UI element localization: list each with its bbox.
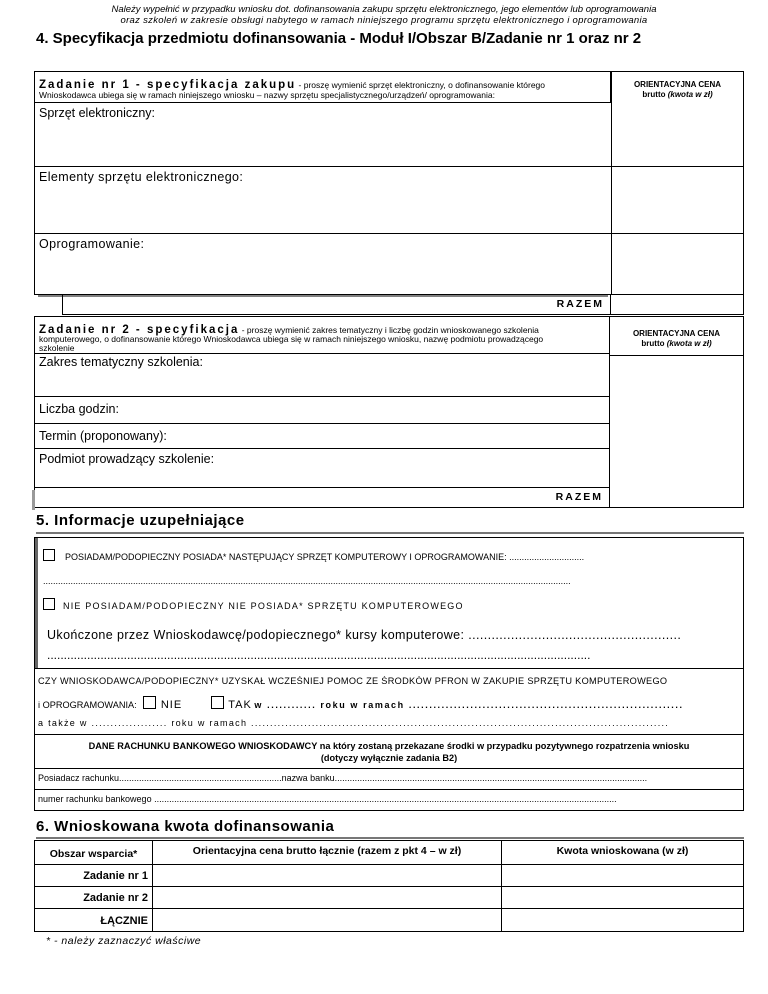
- task1-total-row: [62, 295, 610, 315]
- col-header-area: Obszar wsparcia*: [34, 840, 153, 865]
- account-holder-field[interactable]: Posiadacz rachunku.................................................................nazwa banku.............................................................................................................................: [38, 773, 648, 783]
- task2-title: Zadanie nr 2 - specyfikacja: [39, 324, 240, 336]
- row-label-task2: Zadanie nr 2: [34, 886, 153, 909]
- row-label-task1: Zadanie nr 1: [34, 864, 153, 887]
- task2-header: [35, 317, 609, 353]
- task2-total-price-cell[interactable]: [152, 886, 502, 909]
- task1-price-hardware[interactable]: [611, 103, 744, 167]
- pfron-answer-row: i OPROGRAMOWANIA: NIE TAK w ............ roku w ramach ...................................................................: [38, 696, 684, 711]
- checkbox-nie[interactable]: [143, 696, 156, 709]
- amount-table: [34, 840, 744, 932]
- total-requested-cell[interactable]: [501, 908, 744, 932]
- checkbox-tak[interactable]: [211, 696, 224, 709]
- courses-dots-line: ...................................................................................................................................................................: [47, 648, 591, 662]
- section5-box: [34, 537, 744, 811]
- task1-total-label: RAZEM: [556, 298, 604, 310]
- header-note-line1: Należy wypełnić w przypadku wniosku dot. dofinansowania zakupu sprzętu elektronicznego, jego elementów lub oprogramowania: [111, 4, 657, 15]
- task2-total-label: RAZEM: [555, 491, 603, 503]
- col-header-price: Orientacyjna cena brutto łącznie (razem z pkt 4 – w zł): [152, 840, 502, 865]
- nie-label: NIE: [160, 699, 183, 711]
- task1-requested-cell[interactable]: [501, 864, 744, 887]
- task1-price-software[interactable]: [611, 234, 744, 294]
- task2-row-topic[interactable]: Zakres tematyczny szkolenia:: [35, 353, 609, 397]
- task1-row-software[interactable]: Oprogramowanie:: [39, 237, 145, 251]
- task2-price-column[interactable]: [610, 316, 744, 508]
- checkbox-no-equipment[interactable]: [43, 598, 55, 610]
- task2-row-date[interactable]: Termin (proponowany):: [35, 424, 609, 449]
- task1-price-header: ORIENTACYJNA CENA brutto (kwota w zł): [633, 80, 722, 99]
- task2-desc: - proszę wymienić zakres tematyczny i liczbę godzin wnioskowanego szkolenia: [239, 325, 539, 335]
- task1-price-components[interactable]: [611, 167, 744, 234]
- task2-box: [34, 316, 610, 488]
- task1-title: Zadanie nr 1 - specyfikacja zakupu: [39, 79, 297, 91]
- opt-has-no-equipment[interactable]: NIE POSIADAM/PODOPIECZNY NIE POSIADA* SPRZĘTU KOMPUTEROWEGO: [43, 598, 464, 611]
- task1-row-components[interactable]: Elementy sprzętu elektronicznego:: [35, 167, 611, 234]
- task1-header: [35, 72, 611, 103]
- task1-desc-line2: Wnioskodawca ubiega się w ramach niniejszego wniosku – nazwy sprzętu specjalistycznego/urządzeń/ oprogramowania:: [39, 90, 495, 100]
- footnote: * - należy zaznaczyć właściwe: [46, 935, 202, 947]
- task1-desc: - proszę wymienić sprzęt elektroniczny, o dofinansowanie którego: [296, 80, 546, 90]
- opt-has-equipment[interactable]: POSIADAM/PODOPIECZNY POSIADA* NASTĘPUJĄCY SPRZĘT KOMPUTEROWY I OPROGRAMOWANIE: ..............................: [43, 549, 584, 562]
- header-note-line2: oraz szkoleń w zakresie obsługi nabytego w ramach niniejszego programu sprzętu elektronicznego i oprogramowania: [120, 15, 648, 26]
- also-line: a także w .................... roku w ramach ..............................................................................................................: [38, 718, 670, 728]
- task1-total-value[interactable]: [610, 295, 744, 315]
- task1-row-hardware[interactable]: Sprzęt elektroniczny:: [35, 103, 611, 167]
- equipment-dots-line: ...................................................................................................................................................................................................................: [43, 576, 571, 586]
- bank-title: DANE RACHUNKU BANKOWEGO WNIOSKODAWCY na który zostaną przekazane środki w przypadku pozytywnego rozpatrzenia wniosku (dotyczy wyłącznie zadania B2): [88, 741, 690, 763]
- task2-row-provider[interactable]: Podmiot prowadzący szkolenie:: [39, 452, 215, 466]
- courses-line: Ukończone przez Wnioskodawcę/podopiecznego* kursy komputerowe: .......................................................: [47, 628, 682, 642]
- total-price-cell[interactable]: [152, 908, 502, 932]
- task1-box: [34, 71, 744, 295]
- task1-total-price-cell[interactable]: [152, 864, 502, 887]
- tak-details: w ............ roku w ramach ...................................................................: [254, 700, 684, 710]
- row-label-total: ŁĄCZNIE: [34, 908, 153, 932]
- section4-title: 4. Specyfikacja przedmiotu dofinansowania - Moduł I/Obszar B/Zadanie nr 1 oraz nr 2: [36, 30, 642, 47]
- checkbox-has-equipment[interactable]: [43, 549, 55, 561]
- task2-price-header: ORIENTACYJNA CENA brutto (kwota w zł): [632, 329, 721, 348]
- section5-title: 5. Informacje uzupełniające: [36, 512, 245, 529]
- pfron-question: CZY WNIOSKODAWCA/PODOPIECZNY* UZYSKAŁ WCZEŚNIEJ POMOC ZE ŚRODKÓW PFRON W ZAKUPIE SPRZĘTU KOMPUTEROWEGO: [38, 676, 668, 686]
- account-number-field[interactable]: numer rachunku bankowego .........................................................................................................................................................................................: [38, 794, 617, 804]
- task2-requested-cell[interactable]: [501, 886, 744, 909]
- section6-title: 6. Wnioskowana kwota dofinansowania: [36, 818, 335, 835]
- task2-row-hours[interactable]: Liczba godzin:: [35, 397, 609, 424]
- task2-total-row: [34, 488, 610, 508]
- tak-label: TAK: [228, 699, 252, 711]
- col-header-requested: Kwota wnioskowana (w zł): [501, 840, 744, 865]
- task2-desc-line2: komputerowego, o dofinansowanie którego Wnioskodawca ubiega się w ramach niniejszego wniosku, nazwę podmiotu prowadzącego: [39, 334, 544, 344]
- task2-desc-line3: szkolenie: [39, 343, 75, 353]
